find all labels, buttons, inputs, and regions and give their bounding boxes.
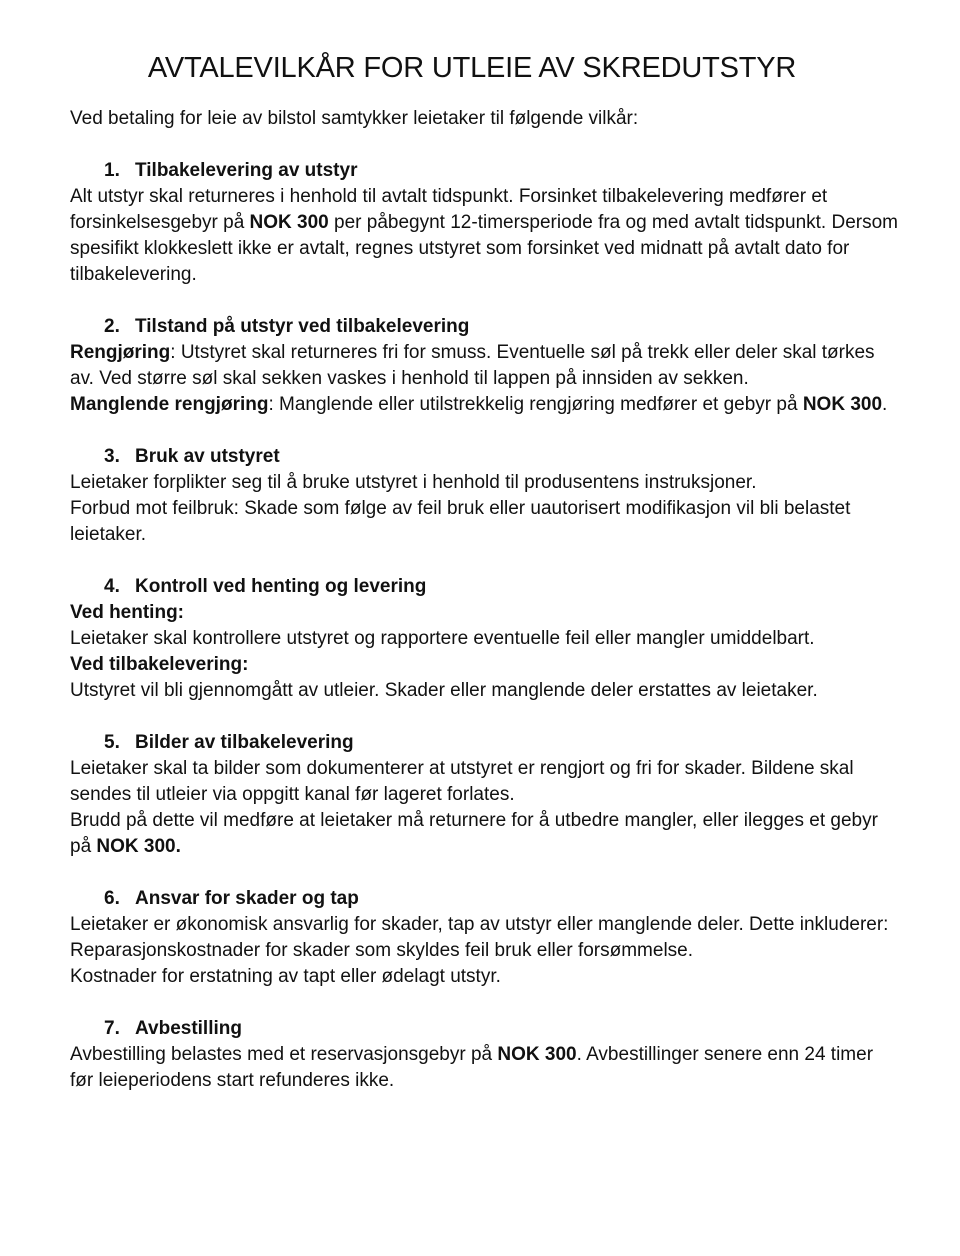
- section-title: Kontroll ved henting og levering: [135, 576, 427, 597]
- section-heading: [70, 158, 900, 184]
- section-heading: [70, 730, 900, 756]
- section-6: [70, 886, 900, 990]
- section-heading: [70, 314, 900, 340]
- section-paragraph: Kostnader for erstatning av tapt eller ødelagt utstyr.: [70, 966, 501, 987]
- fee-amount: NOK 300: [497, 1044, 577, 1065]
- section-paragraph: Leietaker er økonomisk ansvarlig for skader, tap av utstyr eller manglende deler. Dette inkluderer:: [70, 914, 889, 935]
- section-title: Avbestilling: [135, 1018, 242, 1039]
- paragraph-text: . Avbestillinger senere enn 24 timer før leieperiodens start refunderes ikke.: [70, 1044, 874, 1091]
- subheading: Ved tilbakelevering:: [70, 654, 249, 675]
- paragraph-text: : Manglende eller utilstrekkelig rengjøring medfører et gebyr på: [268, 394, 803, 415]
- section-5: [70, 730, 900, 860]
- section-title: Bruk av utstyret: [135, 446, 280, 467]
- section-heading: [70, 574, 900, 600]
- intro-text: Ved betaling for leie av bilstol samtykker leietaker til følgende vilkår:: [70, 108, 639, 129]
- section-3: [70, 444, 900, 548]
- section-title: Ansvar for skader og tap: [135, 888, 359, 909]
- paragraph-text: Alt utstyr skal returneres i henhold til avtalt tidspunkt. Forsinket tilbakelevering medfører et forsinkelsesgebyr på: [70, 186, 828, 233]
- section-title: Tilbakelevering av utstyr: [135, 160, 358, 181]
- term-label: Rengjøring: [70, 342, 171, 363]
- section-paragraph: Leietaker skal kontrollere utstyret og rapportere eventuelle feil eller mangler umiddelbart.: [70, 628, 815, 649]
- document-page: [70, 48, 900, 1094]
- section-number: 7.: [104, 1018, 120, 1039]
- section-7: [70, 1016, 900, 1094]
- section-heading: [70, 444, 900, 470]
- section-paragraph: Leietaker forplikter seg til å bruke utstyret i henhold til produsentens instruksjoner.: [70, 472, 757, 493]
- section-number: 2.: [104, 316, 120, 337]
- section-heading: [70, 886, 900, 912]
- section-number: 3.: [104, 446, 120, 467]
- section-title: Tilstand på utstyr ved tilbakelevering: [135, 316, 470, 337]
- document-title: AVTALEVILKÅR FOR UTLEIE AV SKREDUTSTYR: [147, 52, 797, 84]
- section-paragraph: Utstyret vil bli gjennomgått av utleier. Skader eller manglende deler erstattes av leietaker.: [70, 680, 818, 701]
- section-paragraph: Leietaker skal ta bilder som dokumenterer at utstyret er rengjort og fri for skader. Bildene skal sendes til utleier via oppgitt kanal før lageret forlates.: [70, 758, 854, 805]
- section-paragraph: Reparasjonskostnader for skader som skyldes feil bruk eller forsømmelse.: [70, 940, 694, 961]
- section-title: Bilder av tilbakelevering: [135, 732, 354, 753]
- paragraph-text: Brudd på dette vil medføre at leietaker må returnere for å utbedre mangler, eller ilegges et gebyr på: [70, 810, 878, 857]
- paragraph-text: Avbestilling belastes med et reservasjonsgebyr på: [70, 1044, 498, 1065]
- section-number: 6.: [104, 888, 120, 909]
- section-paragraph: [70, 184, 900, 288]
- paragraph-text: : Utstyret skal returneres fri for smuss. Eventuelle søl på trekk eller deler skal tørkes av. Ved større søl skal sekken vaskes i henhold til lappen på innsiden av sekken.: [70, 342, 875, 389]
- fee-amount: NOK 300: [802, 394, 883, 415]
- section-paragraph: [70, 392, 900, 418]
- section-number: 1.: [104, 160, 120, 181]
- fee-amount: NOK 300.: [96, 836, 181, 857]
- section-paragraph: [70, 808, 900, 860]
- paragraph-text: .: [882, 394, 888, 415]
- section-number: 4.: [104, 576, 120, 597]
- section-paragraph: Forbud mot feilbruk: Skade som følge av feil bruk eller uautorisert modifikasjon vil bli belastet leietaker.: [70, 498, 851, 545]
- section-1: [70, 158, 900, 288]
- term-label: Manglende rengjøring: [70, 394, 269, 415]
- section-number: 5.: [104, 732, 120, 753]
- section-paragraph: [70, 1042, 900, 1094]
- section-paragraph: [70, 340, 900, 392]
- fee-amount: NOK 300: [249, 212, 329, 233]
- section-heading: [70, 1016, 900, 1042]
- paragraph-text: per påbegynt 12-timersperiode fra og med avtalt tidspunkt. Dersom spesifikt klokkeslett ikke er avtalt, regnes utstyret som forsinket ved midnatt på avtalt dato for tilbakelevering.: [70, 212, 898, 285]
- section-2: [70, 314, 900, 418]
- subheading: Ved henting:: [70, 602, 184, 623]
- section-4: [70, 574, 900, 704]
